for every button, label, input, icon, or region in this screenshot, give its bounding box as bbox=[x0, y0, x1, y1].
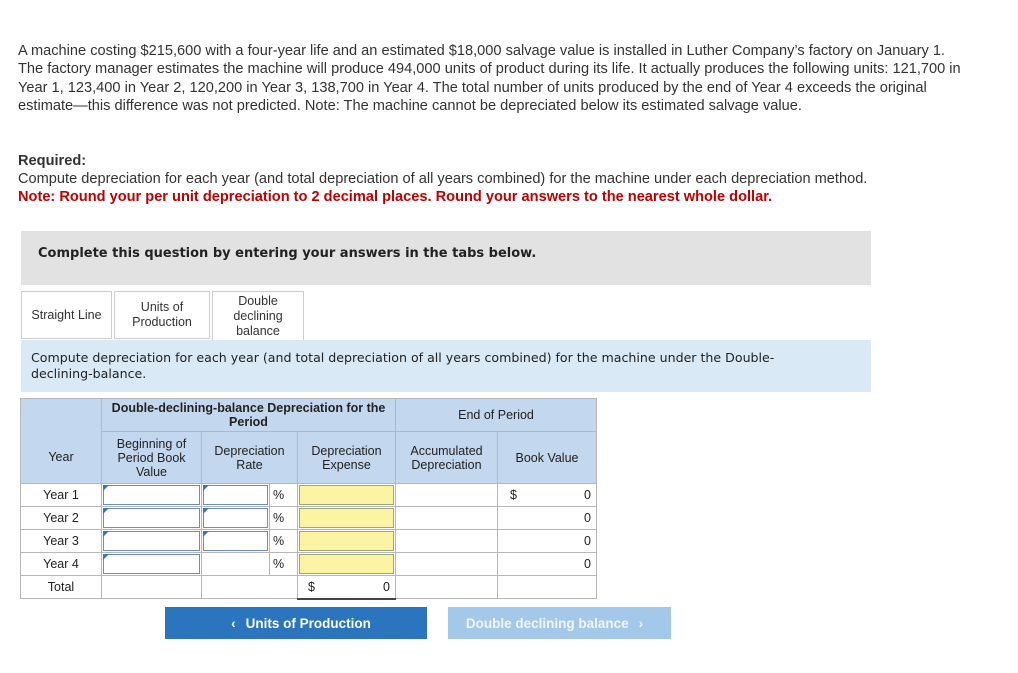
total-blank bbox=[102, 576, 202, 599]
row-year-label: Year 4 bbox=[21, 553, 102, 576]
instructions-banner bbox=[21, 231, 871, 285]
header-beginning-book-value: Beginning of Period Book Value bbox=[102, 432, 202, 484]
beginning-book-value-input[interactable] bbox=[102, 484, 202, 507]
table-row bbox=[21, 553, 597, 576]
row-year-label: Year 2 bbox=[21, 507, 102, 530]
tab-units-of-production[interactable] bbox=[114, 291, 210, 339]
header-depreciation-rate: Depreciation Rate bbox=[202, 432, 298, 484]
tab-label: Straight Line bbox=[31, 307, 102, 322]
accumulated-depreciation-cell bbox=[396, 507, 498, 530]
table-row-total bbox=[21, 576, 597, 599]
chevron-left-icon: ‹ bbox=[231, 615, 236, 631]
depreciation-expense-input[interactable] bbox=[298, 530, 396, 553]
total-blank bbox=[202, 576, 298, 599]
book-value: 0 bbox=[584, 488, 591, 502]
dollar-sign: $ bbox=[510, 488, 517, 502]
previous-tab-label: Units of Production bbox=[245, 615, 371, 631]
depreciation-expense-input[interactable] bbox=[298, 507, 396, 530]
depreciation-rate-blank bbox=[202, 553, 270, 576]
depreciation-rate-input[interactable] bbox=[202, 484, 270, 507]
tab-label: Units of Production bbox=[132, 300, 192, 329]
book-value: 0 bbox=[498, 530, 597, 553]
total-blank bbox=[498, 576, 597, 599]
book-value: 0 bbox=[498, 507, 597, 530]
problem-text: A machine costing $215,600 with a four-year life and an estimated $18,000 salvage value is installed in Luther Company’s factory on January 1. The factory manager estimates the machine will produce 494,000 units of product during its life. It actually produces the following units: 121,700 in Year 1, 123,400 in Year 2, 120,200 in Year 3, 138,700 in Year 4. The total number of units produced by the end of Year 4 exceeds the original estimate—this difference was not predicted. Note: The machine cannot be depreciated below its estimated salvage value. bbox=[18, 43, 961, 114]
banner-text: Complete this question by entering your answers in the tabs below. bbox=[38, 246, 537, 261]
header-ddb-period: Double-declining-balance Depreciation for the Period bbox=[102, 399, 396, 432]
row-total-label: Total bbox=[21, 576, 102, 599]
rounding-note: Note: Round your per unit depreciation to 2 decimal places. Round your answers to the nearest whole dollar. bbox=[18, 189, 773, 205]
table-row bbox=[21, 507, 597, 530]
depreciation-expense-input[interactable] bbox=[298, 553, 396, 576]
total-blank bbox=[396, 576, 498, 599]
tab-instruction: Compute depreciation for each year (and total depreciation of all years combined) for the machine under the Double-declining-balance. bbox=[31, 350, 775, 381]
total-depreciation-expense bbox=[298, 576, 396, 599]
percent-sign: % bbox=[270, 553, 298, 576]
chevron-right-icon: › bbox=[638, 615, 644, 631]
accumulated-depreciation-cell bbox=[396, 553, 498, 576]
header-blank bbox=[21, 399, 102, 432]
total-value: 0 bbox=[383, 579, 390, 594]
required-heading: Required: bbox=[18, 153, 87, 169]
beginning-book-value-input[interactable] bbox=[102, 507, 202, 530]
header-end-of-period: End of Period bbox=[396, 399, 597, 432]
tab-double-declining-balance[interactable] bbox=[212, 291, 304, 341]
table-row bbox=[21, 530, 597, 553]
previous-tab-button[interactable] bbox=[165, 607, 427, 639]
header-year: Year bbox=[21, 432, 102, 484]
header-accumulated-depreciation: Accumulated Depreciation bbox=[396, 432, 498, 484]
dollar-sign: $ bbox=[308, 579, 315, 594]
accumulated-depreciation-cell bbox=[396, 530, 498, 553]
tab-straight-line[interactable] bbox=[21, 291, 112, 339]
row-year-label: Year 3 bbox=[21, 530, 102, 553]
depreciation-rate-input[interactable] bbox=[202, 507, 270, 530]
book-value-cell bbox=[498, 484, 597, 507]
beginning-book-value-input[interactable] bbox=[102, 530, 202, 553]
header-depreciation-expense: Depreciation Expense bbox=[298, 432, 396, 484]
table-row bbox=[21, 484, 597, 507]
row-year-label: Year 1 bbox=[21, 484, 102, 507]
next-tab-button[interactable] bbox=[448, 607, 671, 639]
header-book-value: Book Value bbox=[498, 432, 597, 484]
percent-sign: % bbox=[270, 484, 298, 507]
beginning-book-value-input[interactable] bbox=[102, 553, 202, 576]
ddb-depreciation-table bbox=[20, 398, 597, 600]
depreciation-rate-input[interactable] bbox=[202, 530, 270, 553]
book-value: 0 bbox=[498, 553, 597, 576]
required-text: Compute depreciation for each year (and total depreciation of all years combined) for the machine under each depreciation method. bbox=[18, 171, 868, 187]
next-tab-label: Double declining balance bbox=[465, 615, 629, 631]
depreciation-expense-input[interactable] bbox=[298, 484, 396, 507]
tab-label: Double declining balance bbox=[233, 293, 283, 338]
percent-sign: % bbox=[270, 530, 298, 553]
tab-instruction-panel bbox=[21, 340, 871, 392]
percent-sign: % bbox=[270, 507, 298, 530]
